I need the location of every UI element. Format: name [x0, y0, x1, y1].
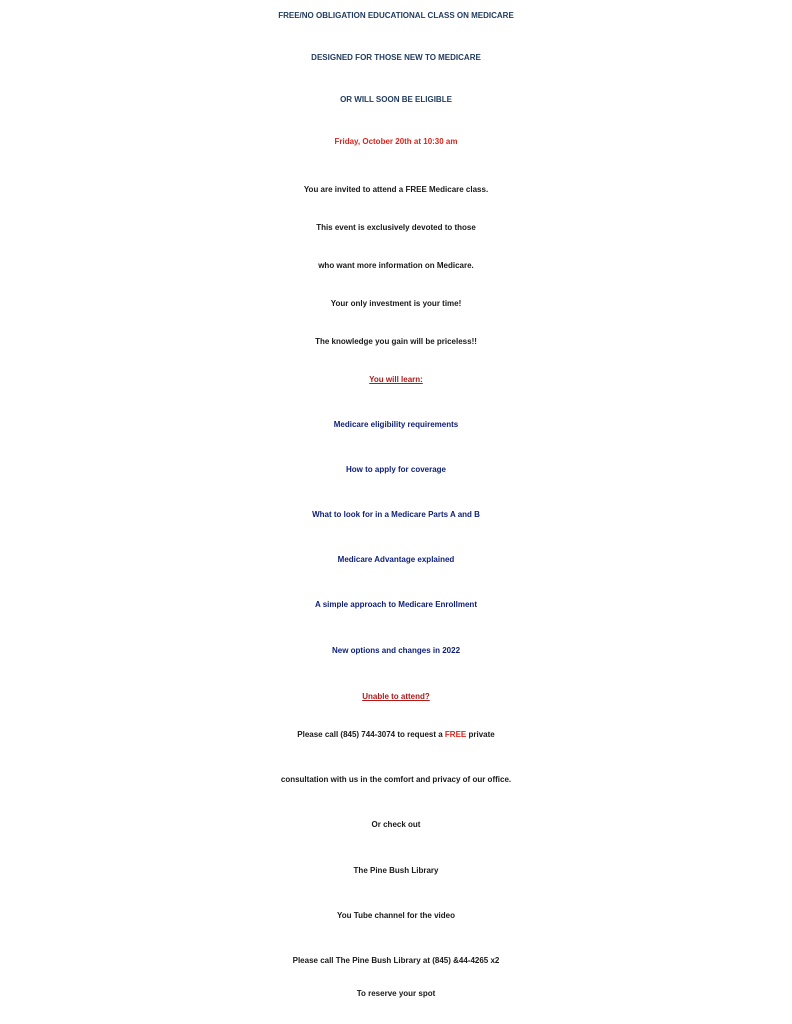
free-highlight: FREE [444, 730, 467, 739]
header-line-2: DESIGNED FOR THOSE NEW TO MEDICARE [311, 53, 481, 62]
unable-heading: Unable to attend? [362, 692, 430, 701]
learn-topic-1: Medicare eligibility requirements [333, 420, 459, 429]
learn-heading: You will learn: [369, 375, 423, 384]
learn-topic-6: New options and changes in 2022 [331, 646, 461, 655]
reserve-line: To reserve your spot [356, 989, 436, 998]
consultation-line: consultation with us in the comfort and privacy of our office. [280, 775, 512, 784]
call-text-after: private [466, 730, 495, 739]
learn-topic-2: How to apply for coverage [345, 465, 447, 474]
check-out-line: Or check out [371, 820, 421, 829]
learn-topic-5: A simple approach to Medicare Enrollment [315, 600, 477, 609]
intro-line-3: who want more information on Medicare. [318, 261, 474, 270]
library-name-line: The Pine Bush Library [353, 866, 439, 875]
intro-line-2: This event is exclusively devoted to those [316, 223, 476, 232]
learn-topic-3: What to look for in a Medicare Parts A and B [312, 510, 480, 519]
intro-line-1: You are invited to attend a FREE Medicare class. [303, 185, 489, 194]
header-line-1: FREE/NO OBLIGATION EDUCATIONAL CLASS ON MEDICARE [278, 11, 514, 20]
intro-line-5: The knowledge you gain will be priceless!! [315, 337, 477, 346]
call-text-before: Please call (845) 744-3074 to request a [297, 730, 445, 739]
intro-line-4: Your only investment is your time! [330, 299, 462, 308]
header-line-3: OR WILL SOON BE ELIGIBLE [340, 95, 452, 104]
youtube-line: You Tube channel for the video [337, 911, 455, 920]
event-date: Friday, October 20th at 10:30 am [334, 137, 458, 146]
call-line [0, 730, 792, 739]
learn-topic-4: Medicare Advantage explained [337, 555, 455, 564]
library-phone-line: Please call The Pine Bush Library at (845) &44-4265 x2 [292, 956, 500, 965]
